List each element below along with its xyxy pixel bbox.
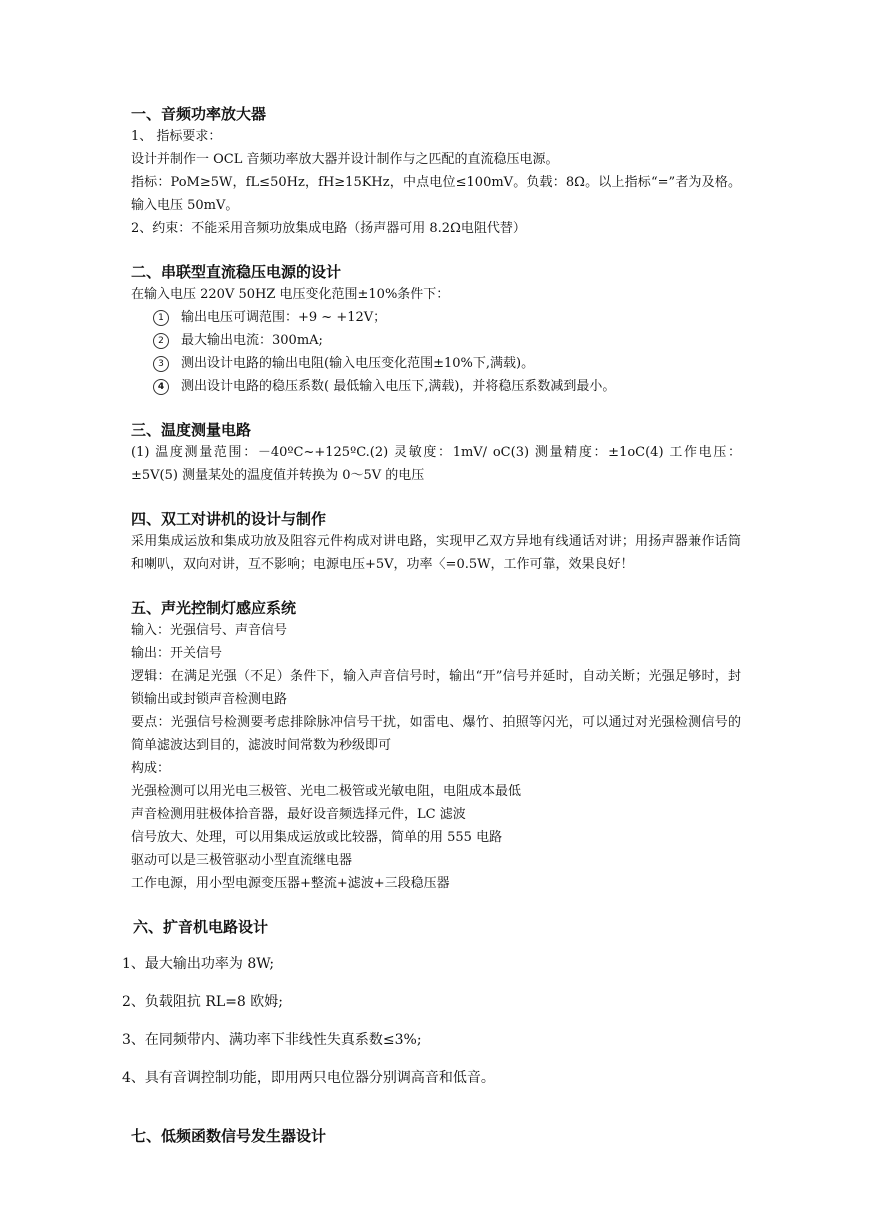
section-2-item-text: 最大输出电流：300mA; bbox=[181, 333, 323, 348]
section-5-line-1: 输入：光强信号、声音信号 bbox=[131, 623, 288, 638]
section-7-title: 七、低频函数信号发生器设计 bbox=[131, 1127, 327, 1145]
section-1-title: 一、音频功率放大器 bbox=[131, 105, 267, 123]
section-2-item bbox=[131, 306, 741, 329]
section-5-title: 五、声光控制灯感应系统 bbox=[131, 599, 297, 617]
section-5-line-8: 信号放大、处理，可以用集成运放或比较器，简单的用 555 电路 bbox=[131, 830, 503, 845]
section-1-line-1: 1、 指标要求： bbox=[131, 129, 222, 144]
section-2-item bbox=[131, 329, 741, 352]
section-6-line-1: 1、最大输出功率为 8W; bbox=[122, 956, 275, 972]
document-page bbox=[122, 104, 741, 1147]
section-2-item-text: 测出设计电路的输出电阻(输入电压变化范围±10%下,满载)。 bbox=[181, 356, 535, 371]
section-5-line-5: 构成： bbox=[131, 761, 171, 776]
section-2-item bbox=[131, 352, 741, 375]
section-1-line-4: 2、约束：不能采用音频功放集成电路（扬声器可用 8.2Ω电阻代替） bbox=[131, 221, 526, 236]
section-4-text: 采用集成运放和集成功放及阻容元件构成对讲电路，实现甲乙双方异地有线通话对讲；用扬声器兼作话筒和喇叭，双向对讲，互不影响；电源电压+5V，功率〈=0.5W，工作可靠，效果良好！ bbox=[131, 534, 741, 572]
section-6-line-4: 4、具有音调控制功能，即用两只电位器分别调高音和低音。 bbox=[122, 1070, 495, 1086]
section-3-text: (1) 温度测量范围：－40ºC~+125ºC.(2) 灵敏度：1mV/ oC(3) 测量精度：±1oC(4) 工作电压：±5V(5) 测量某处的温度值并转换为 0～5V 的电压 bbox=[131, 445, 741, 483]
section-6-line-3: 3、在同频带内、满功率下非线性失真系数≤3%; bbox=[122, 1032, 422, 1048]
circled-number: 3 bbox=[153, 356, 169, 372]
section-6-line-2: 2、负载阻抗 RL=8 欧姆; bbox=[122, 994, 283, 1010]
section-5-line-9: 驱动可以是三极管驱动小型直流继电器 bbox=[131, 853, 353, 868]
section-5-line-10: 工作电源，用小型电源变压器+整流+滤波+三段稳压器 bbox=[131, 876, 450, 891]
section-5-line-4: 要点：光强信号检测要考虑排除脉冲信号干扰，如雷电、爆竹、拍照等闪光，可以通过对光强检测信号的简单滤波达到目的，滤波时间常数为秒级即可 bbox=[131, 715, 741, 753]
section-4-title: 四、双工对讲机的设计与制作 bbox=[131, 510, 327, 528]
circled-number: 4 bbox=[153, 379, 169, 395]
circled-number: 2 bbox=[153, 333, 169, 349]
section-1-line-2: 设计并制作一 OCL 音频功率放大器并设计制作与之匹配的直流稳压电源。 bbox=[131, 152, 559, 167]
section-2-item-text: 输出电压可调范围：+9 ~ +12V； bbox=[181, 310, 387, 325]
section-1-line-3: 指标：PoM≥5W，fL≤50Hz，fH≥15KHz，中点电位≤100mV。负载：8Ω。以上指标“=”者为及格。输入电压 50mV。 bbox=[131, 175, 741, 213]
circled-number: 1 bbox=[153, 310, 169, 326]
section-5-line-3: 逻辑：在满足光强（不足）条件下，输入声音信号时，输出“开”信号并延时，自动关断；光强足够时，封锁输出或封锁声音检测电路 bbox=[131, 669, 741, 707]
section-3-title: 三、温度测量电路 bbox=[131, 421, 252, 439]
section-5-line-6: 光强检测可以用光电三极管、光电二极管或光敏电阻，电阻成本最低 bbox=[131, 784, 522, 799]
section-5-line-2: 输出：开关信号 bbox=[131, 646, 223, 661]
section-2-item bbox=[131, 375, 741, 398]
section-2-item-text: 测出设计电路的稳压系数( 最低输入电压下,满载)，并将稳压系数减到最小。 bbox=[181, 379, 616, 394]
section-5-line-7: 声音检测用驻极体拾音器，最好设音频选择元件，LC 滤波 bbox=[131, 807, 466, 822]
section-2-intro: 在输入电压 220V 50HZ 电压变化范围±10%条件下： bbox=[131, 287, 450, 302]
section-6-title: 六、扩音机电路设计 bbox=[133, 918, 269, 936]
section-2-title: 二、串联型直流稳压电源的设计 bbox=[131, 263, 342, 281]
